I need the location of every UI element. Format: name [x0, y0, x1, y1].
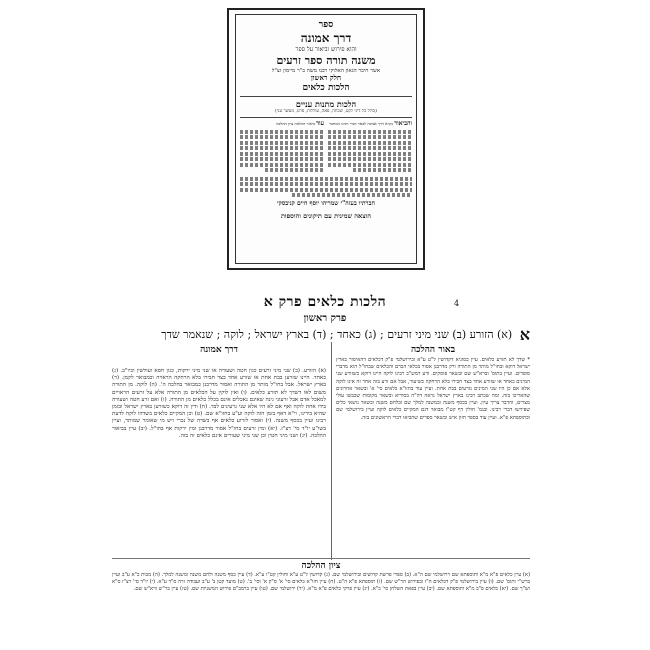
title-column-left-text: ביאור ההלכה ציון ההלכה	[276, 121, 315, 126]
halacha-body: (א) הזורע (ב) שני מיני זרעים ; (ג) כאחד ; (ד) בארץ ישראל ; לוקה ; שנאמר שדך	[161, 328, 513, 341]
halacha-letter: א	[519, 325, 530, 344]
title-sefer: ספר	[318, 20, 334, 30]
title-column-left-heading: עוד	[316, 120, 324, 127]
title-rabbi: חברתיו בעזה"י שמריהו יוסף חיים קניבסקי	[277, 200, 375, 208]
title-mishneh-torah: משנה תורה ספר זרעים	[276, 53, 376, 67]
page-number: 4	[454, 299, 460, 308]
title-contents-note: (כולל כל דיני לקט, שכחה, פאה, עוללות, פרט, מעשר עני)	[275, 109, 377, 115]
beur-halacha-text: * שדך לא תזרע כלאים. עיין בסוגיא דקדושין ל"ט ע"א ובירושלמי פ"ק דכלאים דהאיסור בארץ ישראל דוקא ובחו"ל מותר מן התורה ורק מדרבנן אסור בכלאי הכרם והכלאים שבחו"ל הוא מדברי סופרים. ועיין בתוס' וברא"ש שם ובשאר פוסקים. ודע דמש"כ רבינו לוקה היינו דוקא כשזורע שני המינים כאחד או שזורע אחד בצד חבירו בלא הרחקה כשיעור, אבל אם זרע בזה אחר זה אינו לוקה אלא אם כן היו שני המינים נזרעים בבת אחת. ועיין עוד בחזו"א כלאים סי' א' ובשאר אחרונים שהאריכו בזה. ומה שכתב רבינו בארץ ישראל נראה דה"ה בסוריא ובשאר מקומות שכבשו עולי מצרים, והדבר צריך עיון. ועיין בכסף משנה ובמשנה למלך שם ובלחם משנה ובשאר נושאי כלים שפירשו דברי רבינו. ובגמ' חולין דף קט"ו מבואר דגם המקיים כלאים לוקה ועיין בירושלמי שם ובתוספתא פ"א. ועיין עוד בספר חזון איש ובשאר ספרים שהביאו דברי הראשונים בזה.	[336, 357, 530, 421]
title-derech-emunah: דרך אמונה	[300, 31, 352, 46]
title-column-right	[328, 120, 412, 174]
halacha-text	[112, 325, 530, 345]
title-subtitle: והוא פירוש וביאור על ספר	[295, 46, 357, 54]
title-matanot-aniyim: הלכות מתנות עניים	[295, 99, 357, 110]
title-page-frame	[235, 14, 417, 264]
title-column-right-heading: והביאור	[394, 120, 412, 127]
title-page	[227, 8, 425, 270]
divider	[240, 117, 412, 118]
beur-halacha-heading: באור ההלכה	[410, 345, 456, 355]
title-notice	[240, 177, 412, 198]
title-column-left	[240, 120, 324, 174]
derech-emunah-text: (א) הזורע. (ב) שני מיני זרעים כגון חטה ושעורה או שני מיני ירקות, כגון חסא ועולשין וכיו"ב. (ג) כאחד. היינו שזרען בבת אחת או שזרע אחד בצד חבירו בלא הרחקה הראויה וכמבואר לקמן. (ד) בארץ ישראל. אבל בחו"ל מותר מן התורה ואסור מדרבנן כמבואר בהלכה ה'. (ה) לוקה. מן התורה משום לאו דשדך לא תזרע כלאים. (ו) ואין לוקין על הכלאים מן התורה אלא על זרעים הראויים למאכל אדם אבל זרעוני גינה שאינם נאכלים אינם בכלל כלאים מן התורה. (ז) ואם זרע חטה ושעורה בידו אחת לוקה ואף אם לא היו אלא שני גרעינים לבד. (ח) ודין זה דוקא כשזרען בארץ ישראל ובזמן שהיא בידינו, וי"א דאף בזמן הזה לוקה וע"ע בחזו"א שם. (ט) וכן המקיים כלאים בשדהו לוקה לדעת רבינו ועיין בכסף משנה. (י) ואסור לזרוע כלאים אף בשדה של נכרי ויש מי שאומר שמותר, ועיין בשו"ע יו"ד סי' רצ"ז. (יא) ומין זרעים בחו"ל אסור מדרבנן ומין ירקות אף בחו"ל. (יב) עיין בביאור ההלכה. (יג) ושני מיני חטין וכן שני מיני שעורים אינם כלאים זה בזה.	[112, 368, 326, 439]
divider	[240, 96, 412, 97]
title-volume: חלק ראשון	[310, 74, 342, 83]
title-author: אשר חיבר הגאון האלוקי רבנו משה ב"ר מיימון זצ"ל	[271, 67, 381, 74]
chapter-title: הלכות כלאים פרק א	[263, 294, 387, 310]
divider	[112, 558, 530, 559]
column-divider	[331, 342, 332, 560]
title-edition: הוצאה שמינית עם תיקונים והוספות	[280, 211, 372, 220]
title-column-right-text: נקרא דרך אמונה לבאר דברי רבינו המחבר	[329, 121, 393, 126]
title-columns	[240, 120, 412, 174]
title-hilchot-kilayim: הלכות כלאים	[302, 83, 350, 94]
tziyun-halacha-heading: ציון ההלכה	[301, 561, 341, 571]
derech-emunah-heading: דרך אמונה	[200, 345, 238, 355]
tziyun-halacha-text: (א) עיין כלאים פ"א מ"א ותוספתא שם וירושלמי שם ה"א. (ב) ספרי פרשת קדושים ובירושלמי שם. (ג) קדושין ל"ט ע"א וחולין קט"ו ע"א. (ד) עיין כסף משנה ולחם משנה ומשנה למלך. (ה) מכות כ"א ע"ב ועיין ברש"י ותוס' שם. (ו) עיין בירושלמי פ"ק דכלאים ה"ז ובפירוש הר"ש שם. (ז) תוספתא פ"א ה"ט. (ח) עיין חזו"א כלאים סי' א' ס"ק א' וסי' ב'. (ט) מועד קטן ב' ע"ב ועבודה זרה ס"ד ע"א. (י) יו"ד סי' רצ"ז ס"א וש"ך שם. (יא) כלאים פ"ב מ"א ותוספתא שם. (יב) עיין בפאת השלחן סי' כ"א. (יג) עיין פרקי כלאים פ"א מ"א. (יד) ירושלמי שם. (טו) עיין ברמב"ם פירוש המשניות שם. (טז) עיין בר"ש ורא"ש שם.	[112, 572, 530, 592]
perek-label: פרק ראשון	[303, 313, 347, 324]
